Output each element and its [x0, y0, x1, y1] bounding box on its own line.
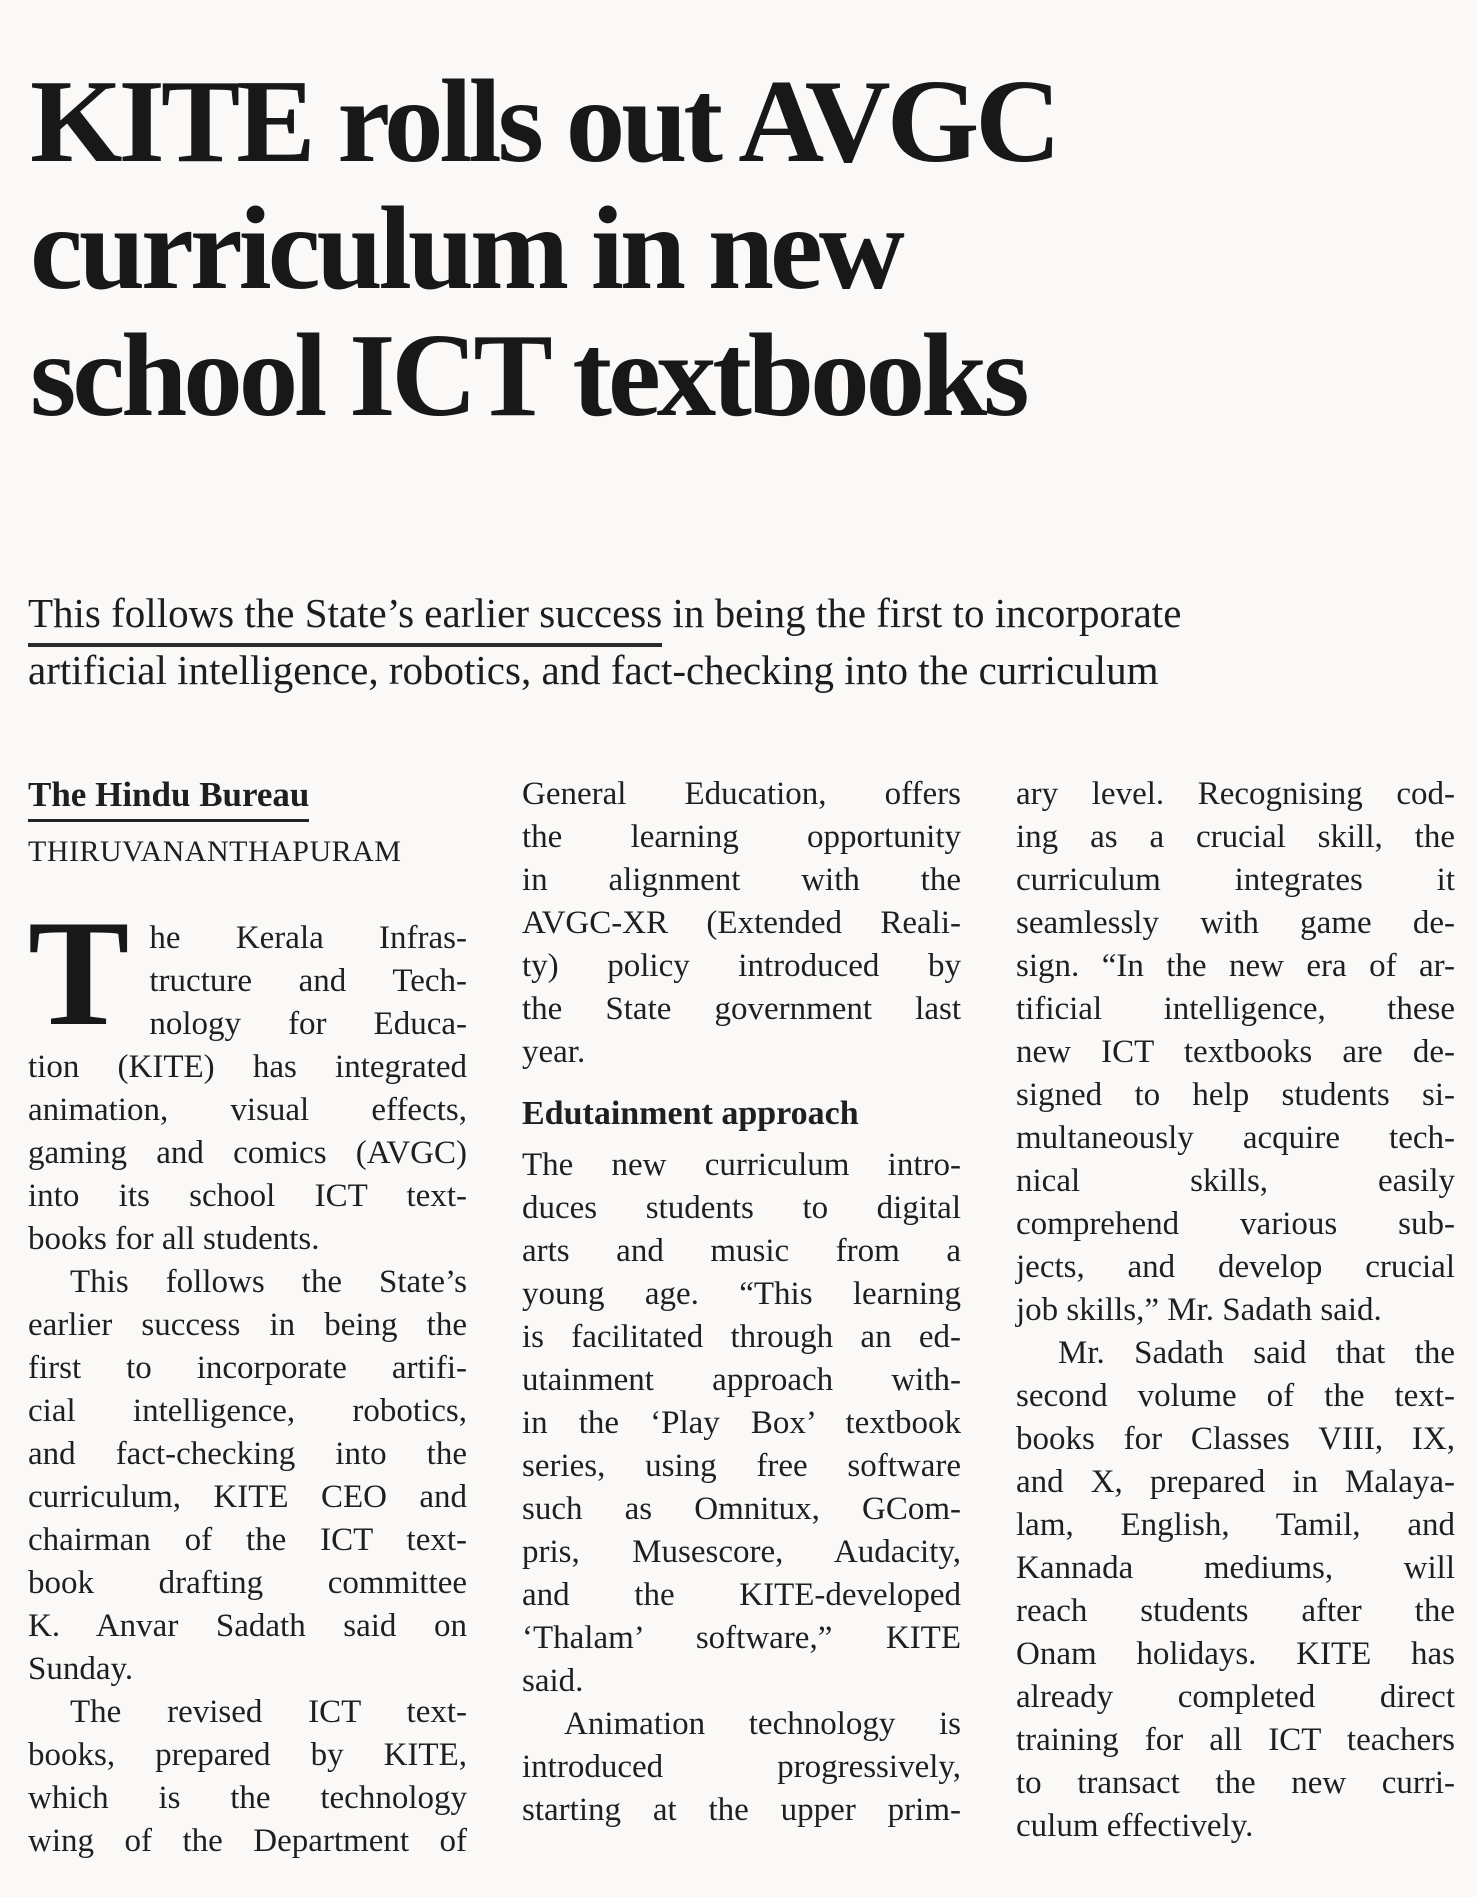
body-line: new ICT textbooks are de- — [1016, 1034, 1455, 1070]
paragraph — [1016, 1332, 1455, 1848]
body-line: AVGC-XR (Extended Reali- — [522, 905, 961, 941]
standfirst-line-1-rest: in being the first to incorporate — [662, 590, 1182, 636]
body-line: lam, English, Tamil, and — [1016, 1507, 1455, 1543]
body-line: is facilitated through an ed- — [522, 1319, 961, 1355]
byline-text: The Hindu Bureau — [28, 773, 309, 822]
body-line: curriculum integrates it — [1016, 862, 1455, 898]
body-line: the State government last — [522, 991, 961, 1027]
body-line: books for all students. — [28, 1221, 320, 1257]
body-line: second volume of the text- — [1016, 1378, 1455, 1414]
body-line: duces students to digital — [522, 1190, 961, 1226]
body-line: Mr. Sadath said that the — [1058, 1335, 1455, 1371]
body-line: Sunday. — [28, 1651, 134, 1687]
subheading-edutainment-approach: Edutainment approach — [522, 1095, 859, 1132]
paragraph — [522, 773, 961, 1074]
column-3 — [1016, 773, 1455, 1863]
body-line: series, using free software — [522, 1448, 961, 1484]
body-line: year. — [522, 1034, 586, 1070]
body-line: sign. “In the new era of ar- — [1016, 948, 1455, 984]
body-line: gaming and comics (AVGC) — [28, 1135, 467, 1171]
standfirst-underlined-text: This follows the State’s earlier success — [28, 590, 662, 647]
headline-line-1: KITE rolls out AVGC — [30, 55, 1058, 187]
body-line: This follows the State’s — [70, 1264, 467, 1300]
paragraph — [28, 1261, 467, 1691]
body-line: cial intelligence, robotics, — [28, 1393, 467, 1429]
body-line: comprehend various sub- — [1016, 1206, 1455, 1242]
body-line: chairman of the ICT text- — [28, 1522, 467, 1558]
body-line: training for all ICT teachers — [1016, 1722, 1455, 1758]
body-line: in alignment with the — [522, 862, 961, 898]
body-line: tructure and Tech- — [149, 963, 467, 999]
body-line: ‘Thalam’ software,” KITE — [522, 1620, 961, 1656]
body-line: Kannada mediums, will — [1016, 1550, 1455, 1586]
body-line: Onam holidays. KITE has — [1016, 1636, 1455, 1672]
body-line: Animation technology is — [564, 1706, 961, 1742]
body-line: and X, prepared in Malaya- — [1016, 1464, 1455, 1500]
paragraph — [522, 1703, 961, 1832]
body-line: K. Anvar Sadath said on — [28, 1608, 467, 1644]
column-1 — [28, 773, 467, 1863]
paragraph — [1016, 773, 1455, 1332]
body-line: utainment approach with- — [522, 1362, 961, 1398]
body-line: introduced progressively, — [522, 1749, 961, 1785]
body-line: signed to help students si- — [1016, 1077, 1455, 1113]
body-line: earlier success in being the — [28, 1307, 467, 1343]
body-line: which is the technology — [28, 1780, 467, 1816]
body-line: first to incorporate artifi- — [28, 1350, 467, 1386]
body-line: The revised ICT text- — [70, 1694, 467, 1730]
body-line: said. — [522, 1663, 584, 1699]
standfirst-line-1 — [28, 585, 1437, 642]
body-line: wing of the Department of — [28, 1823, 467, 1859]
body-line: book drafting committee — [28, 1565, 467, 1601]
body-line: ty) policy introduced by — [522, 948, 961, 984]
standfirst-line-2: artificial intelligence, robotics, and fact-checking into the curriculum — [28, 647, 1159, 693]
body-line: books, prepared by KITE, — [28, 1737, 467, 1773]
body-line: job skills,” Mr. Sadath said. — [1016, 1292, 1382, 1328]
column-2 — [522, 773, 961, 1863]
body-line: animation, visual effects, — [28, 1092, 467, 1128]
body-line: books for Classes VIII, IX, — [1016, 1421, 1455, 1457]
body-line: The new curriculum intro- — [522, 1147, 961, 1183]
headline-line-3: school ICT textbooks — [30, 309, 1026, 441]
body-line: he Kerala Infras- — [149, 920, 467, 956]
body-line: already completed direct — [1016, 1679, 1455, 1715]
body-line: and fact-checking into the — [28, 1436, 467, 1472]
body-line: seamlessly with game de- — [1016, 905, 1455, 941]
dateline: THIRUVANANTHAPURAM — [28, 835, 402, 868]
body-line: nology for Educa- — [149, 1006, 467, 1042]
body-line: ing as a crucial skill, the — [1016, 819, 1455, 855]
body-line: to transact the new curri- — [1016, 1765, 1455, 1801]
body-line: pris, Musescore, Audacity, — [522, 1534, 961, 1570]
paragraph — [28, 889, 467, 1261]
body-line: starting at the upper prim- — [522, 1792, 961, 1828]
body-line: the learning opportunity — [522, 819, 961, 855]
body-line: curriculum, KITE CEO and — [28, 1479, 467, 1515]
headline — [0, 0, 1477, 439]
drop-cap: T — [28, 889, 130, 1057]
body-line: arts and music from a — [522, 1233, 961, 1269]
paragraph — [522, 1144, 961, 1703]
body-line: tion (KITE) has integrated — [28, 1049, 467, 1085]
body-line: multaneously acquire tech- — [1016, 1120, 1455, 1156]
body-line: ary level. Recognising cod- — [1016, 776, 1455, 812]
body-line: and the KITE-developed — [522, 1577, 961, 1613]
byline — [28, 773, 467, 822]
body-line: nical skills, easily — [1016, 1163, 1455, 1199]
paragraph — [28, 1691, 467, 1863]
body-line: in the ‘Play Box’ textbook — [522, 1405, 961, 1441]
body-line: such as Omnitux, GCom- — [522, 1491, 961, 1527]
body-line: jects, and develop crucial — [1016, 1249, 1455, 1285]
body-line: into its school ICT text- — [28, 1178, 467, 1214]
article-body — [28, 773, 1455, 1863]
standfirst — [28, 585, 1437, 699]
body-line: young age. “This learning — [522, 1276, 961, 1312]
body-line: General Education, offers — [522, 776, 961, 812]
body-line: culum effectively. — [1016, 1808, 1254, 1844]
body-line: tificial intelligence, these — [1016, 991, 1455, 1027]
headline-line-2: curriculum in new — [30, 182, 901, 314]
body-line: reach students after the — [1016, 1593, 1455, 1629]
